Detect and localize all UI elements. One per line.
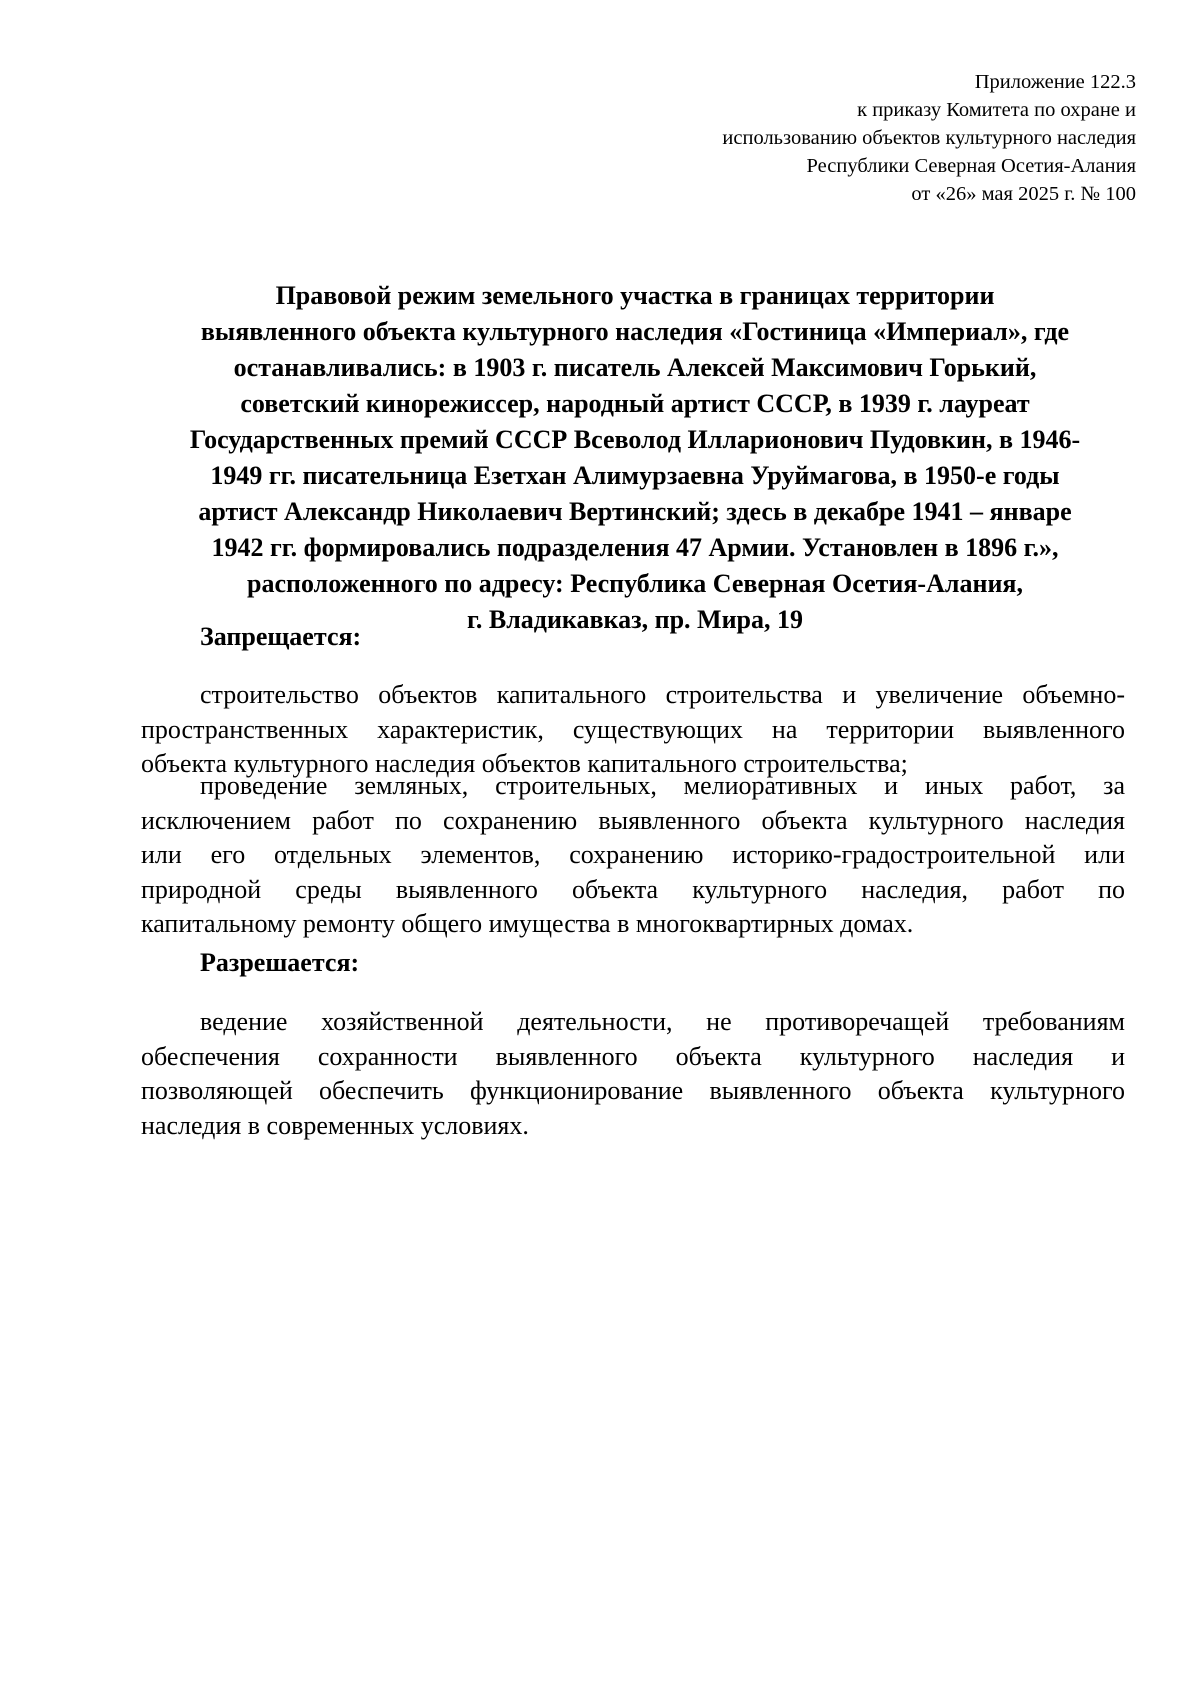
prohibited-heading: Запрещается: [200,622,362,651]
title-line: артист Александр Николаевич Вертинский; здесь в декабре 1941 – январе [198,497,1072,526]
paragraph-line: исключением работ по сохранению выявленного объекта культурного наследия [141,805,1125,835]
title-line: г. Владикавказ, пр. Мира, 19 [466,605,804,634]
paragraph-line: ведение хозяйственной деятельности, не противоречащей требованиям [200,1007,1125,1036]
paragraph-line: капитальному ремонту общего имущества в многоквартирных домах. [141,909,914,938]
paragraph-line: объекта культурного наследия объектов капитального строительства; [141,749,908,778]
title-line: выявленного объекта культурного наследия «Гостиница «Империал», где [200,317,1070,346]
paragraph-line: проведение земляных, строительных, мелиоративных и иных работ, за [200,771,1125,800]
paragraph-line: или его отдельных элементов, сохранению историко-градостроительной или [141,840,1125,869]
paragraph-line: строительство объектов капитального строительства и увеличение объемно- [200,680,1125,709]
order-reference: к приказу Комитета по охране и [857,99,1136,121]
document-title [140,278,1130,638]
allowed-paragraph [141,1005,1125,1143]
title-line: 1949 гг. писательница Езетхан Алимурзаевна Уруймагова, в 1950-е годы [210,461,1060,490]
title-line: советский кинорежиссер, народный артист СССР, в 1939 г. лауреат [240,389,1030,418]
order-reference: Республики Северная Осетия-Алания [806,155,1136,177]
appendix-header [576,68,1136,208]
prohibited-paragraph-works [141,769,1125,942]
appendix-number: Приложение 122.3 [974,71,1136,93]
paragraph-line: наследия в современных условиях. [141,1110,529,1140]
order-date: от «26» мая 2025 г. № 100 [911,183,1136,205]
prohibited-paragraph-construction [141,678,1125,782]
title-line: расположенного по адресу: Республика Северная Осетия-Алания, [246,569,1023,598]
allowed-heading: Разрешается: [200,948,360,977]
order-reference: использованию объектов культурного наследия [722,127,1136,149]
title-line: 1942 гг. формировались подразделения 47 Армии. Установлен в 1896 г.», [211,533,1059,562]
title-line: Правовой режим земельного участка в границах территории [275,281,995,310]
title-line: Государственных премий СССР Всеволод Илларионович Пудовкин, в 1946- [189,425,1081,454]
paragraph-line: пространственных характеристик, существующих на территории выявленного [141,714,1125,744]
paragraph-line: обеспечения сохранности выявленного объекта культурного наследия и [141,1041,1125,1071]
paragraph-line: позволяющей обеспечить функционирование выявленного объекта культурного [141,1076,1125,1105]
title-line: останавливались: в 1903 г. писатель Алексей Максимович Горький, [233,353,1037,382]
paragraph-line: природной среды выявленного объекта культурного наследия, работ по [141,874,1125,904]
